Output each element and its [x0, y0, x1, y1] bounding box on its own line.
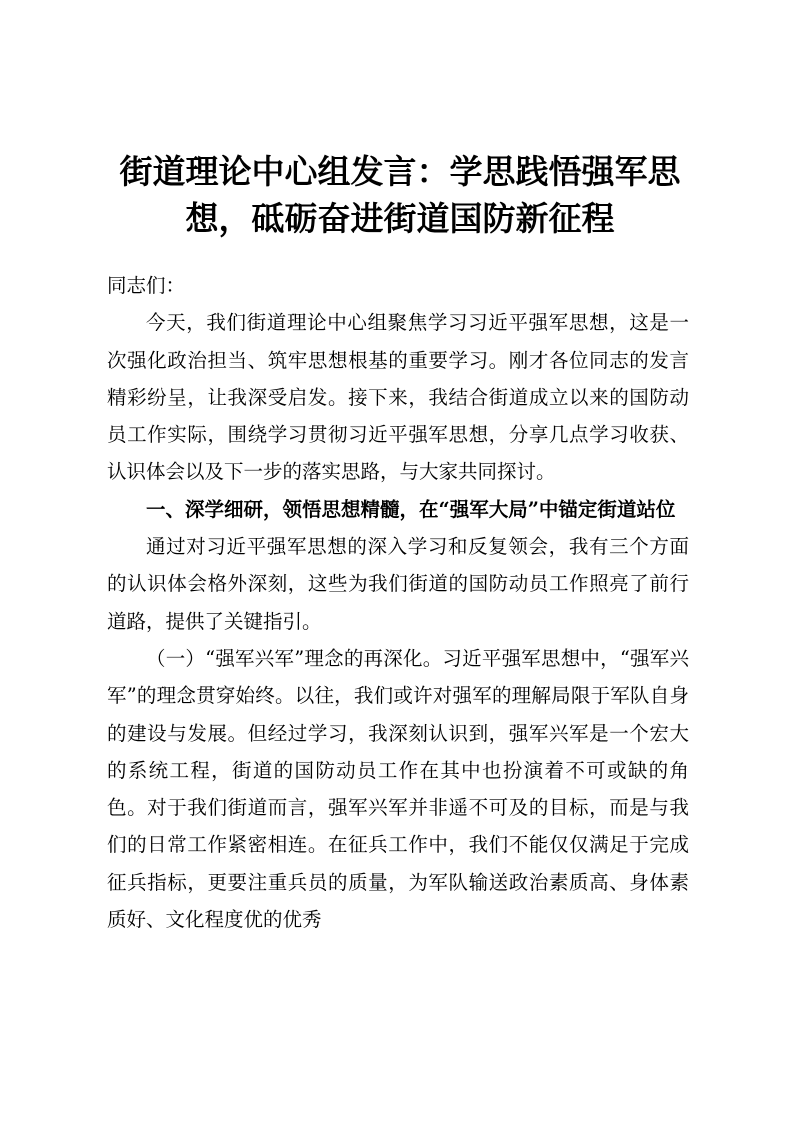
paragraph-subsection-1: （一）“强军兴军”理念的再深化。习近平强军思想中，“强军兴军”的理念贯穿始终。以往，我们或许对强军的理解局限于军队自身的建设与发展。但经过学习，我深刻认识到，强军兴军是一个宏大的系统工程，街道的国防动员工作在其中也扮演着不可或缺的角色。对于我们街道而言，强军兴军并非遥不可及的目标，而是与我们的日常工作紧密相连。在征兵工作中，我们不能仅仅满足于完成征兵指标，更要注重兵员的质量，为军队输送政治素质高、身体素质好、文化程度优的优秀 — [107, 646, 689, 932]
paragraph-section-1: 通过对习近平强军思想的深入学习和反复领会，我有三个方面的认识体会格外深刻，这些为我们街道的国防动员工作照亮了前行道路，提供了关键指引。 — [107, 535, 689, 633]
section-heading-1: 一、深学细研，领悟思想精髓，在“强军大局”中锚定街道站位 — [146, 497, 676, 521]
salutation: 同志们： — [107, 274, 186, 297]
paragraph-intro: 今天，我们街道理论中心组聚焦学习习近平强军思想，这是一次强化政治担当、筑牢思想根基的重要学习。刚才各位同志的发言精彩纷呈，让我深受启发。接下来，我结合街道成立以来的国防动员工作实际，围绕学习贯彻习近平强军思想，分享几点学习收获、认识体会以及下一步的落实思路，与大家共同探讨。 — [107, 311, 689, 484]
document-body — [107, 267, 689, 938]
document-title: 街道理论中心组发言：学思践悟强军思想，砥砺奋进街道国防新征程 — [119, 152, 681, 238]
